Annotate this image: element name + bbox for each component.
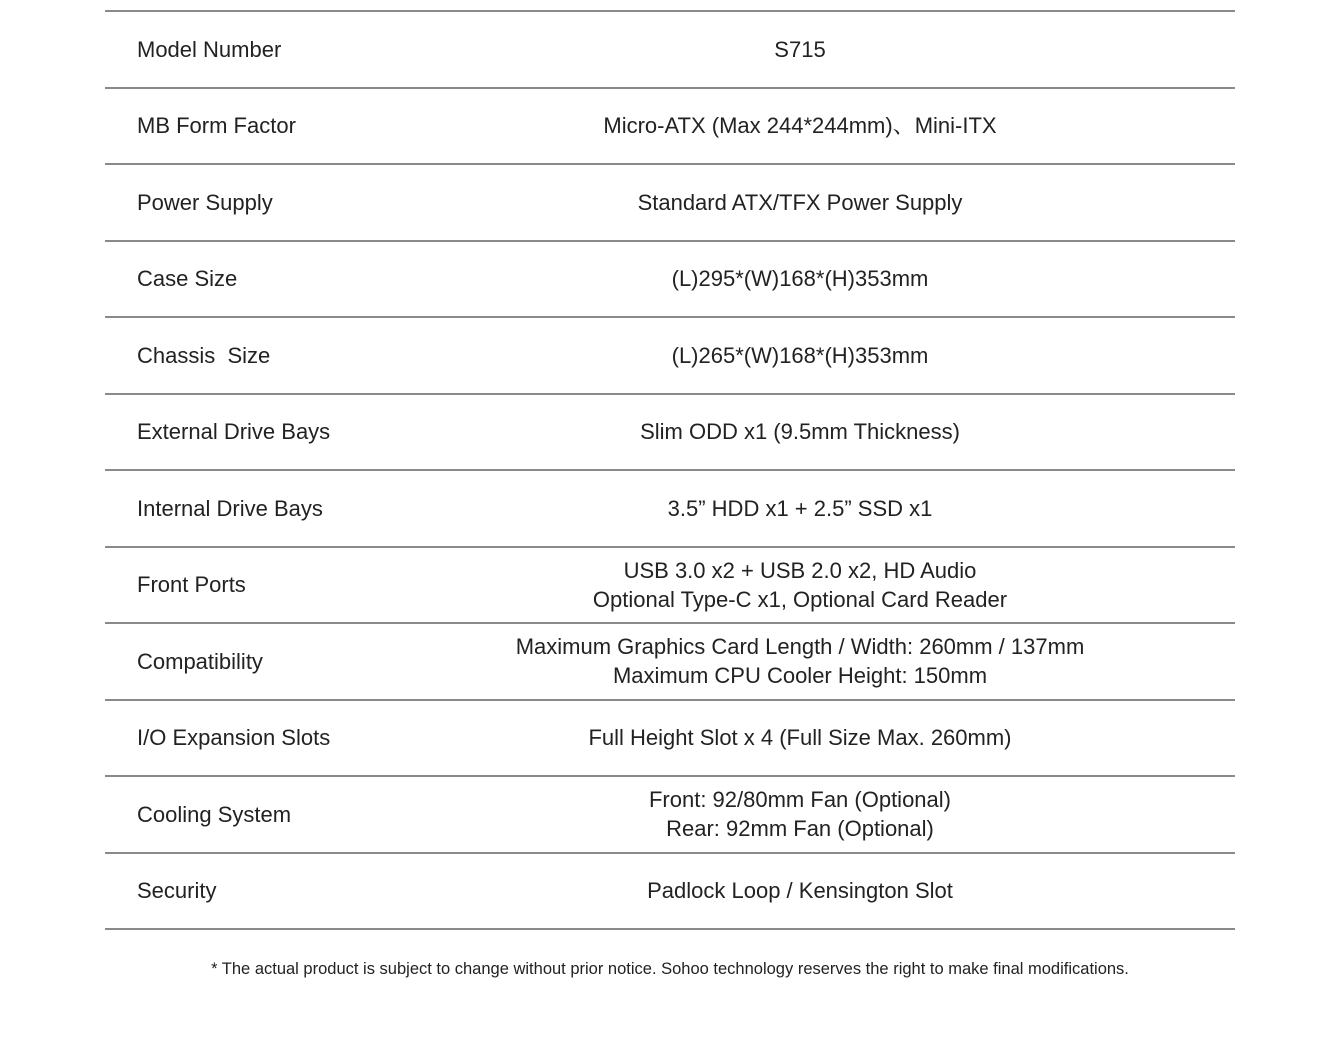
- spec-row-security: [105, 854, 1235, 931]
- spec-row-power-supply: [105, 165, 1235, 242]
- spec-label: Security: [137, 878, 217, 904]
- spec-label: MB Form Factor: [137, 113, 296, 139]
- spec-value-line: Slim ODD x1 (9.5mm Thickness): [640, 419, 960, 445]
- spec-label: Front Ports: [137, 572, 246, 598]
- spec-label: Internal Drive Bays: [137, 495, 323, 521]
- spec-value: [455, 785, 1235, 843]
- spec-value-line: (L)295*(W)168*(H)353mm: [671, 266, 929, 292]
- spec-row-external-drive-bays: [105, 395, 1235, 472]
- spec-label: Power Supply: [137, 189, 273, 215]
- spec-table: [105, 10, 1235, 930]
- spec-value: [455, 494, 1235, 523]
- spec-value-line: Micro-ATX (Max 244*244mm)、Mini-ITX: [603, 113, 997, 139]
- spec-label: Compatibility: [137, 648, 263, 674]
- spec-value-line: (L)265*(W)168*(H)353mm: [671, 342, 929, 368]
- spec-row-front-ports: [105, 548, 1235, 625]
- spec-value: [455, 723, 1235, 752]
- spec-value-line: Front: 92/80mm Fan (Optional): [648, 787, 951, 813]
- spec-row-model-number: [105, 12, 1235, 89]
- spec-value-line: Full Height Slot x 4 (Full Size Max. 260mm): [588, 725, 1012, 751]
- spec-row-io-expansion-slots: [105, 701, 1235, 778]
- spec-label: Chassis Size: [137, 342, 271, 368]
- spec-row-chassis-size: [105, 318, 1235, 395]
- spec-value: [455, 632, 1235, 690]
- spec-value-line: Rear: 92mm Fan (Optional): [666, 816, 934, 842]
- spec-label: I/O Expansion Slots: [137, 725, 331, 751]
- spec-row-mb-form-factor: [105, 89, 1235, 166]
- spec-value-line: S715: [774, 36, 826, 62]
- spec-value: [455, 876, 1235, 905]
- spec-value: [455, 341, 1235, 370]
- spec-value-line: Padlock Loop / Kensington Slot: [647, 878, 953, 904]
- spec-value: [455, 417, 1235, 446]
- spec-row-internal-drive-bays: [105, 471, 1235, 548]
- spec-value: [455, 111, 1235, 140]
- spec-value-line: Maximum Graphics Card Length / Width: 260mm / 137mm: [515, 634, 1085, 660]
- spec-label: Case Size: [137, 266, 238, 292]
- spec-row-compatibility: [105, 624, 1235, 701]
- spec-value-line: Optional Type-C x1, Optional Card Reader: [592, 586, 1008, 612]
- spec-value: [455, 264, 1235, 293]
- spec-label: Model Number: [137, 36, 282, 62]
- spec-label: Cooling System: [137, 801, 292, 827]
- spec-value: [455, 35, 1235, 64]
- spec-value-line: Maximum CPU Cooler Height: 150mm: [612, 663, 988, 689]
- spec-value: [455, 556, 1235, 614]
- spec-value: [455, 188, 1235, 217]
- spec-value-line: Standard ATX/TFX Power Supply: [637, 189, 963, 215]
- spec-row-case-size: [105, 242, 1235, 319]
- spec-label: External Drive Bays: [137, 419, 331, 445]
- spec-row-cooling-system: [105, 777, 1235, 854]
- spec-value-line: USB 3.0 x2 + USB 2.0 x2, HD Audio: [623, 557, 977, 583]
- spec-value-line: 3.5” HDD x1 + 2.5” SSD x1: [667, 495, 933, 521]
- footnote: * The actual product is subject to change without prior notice. Sohoo technology reserves the right to make final modifications.: [211, 960, 1129, 978]
